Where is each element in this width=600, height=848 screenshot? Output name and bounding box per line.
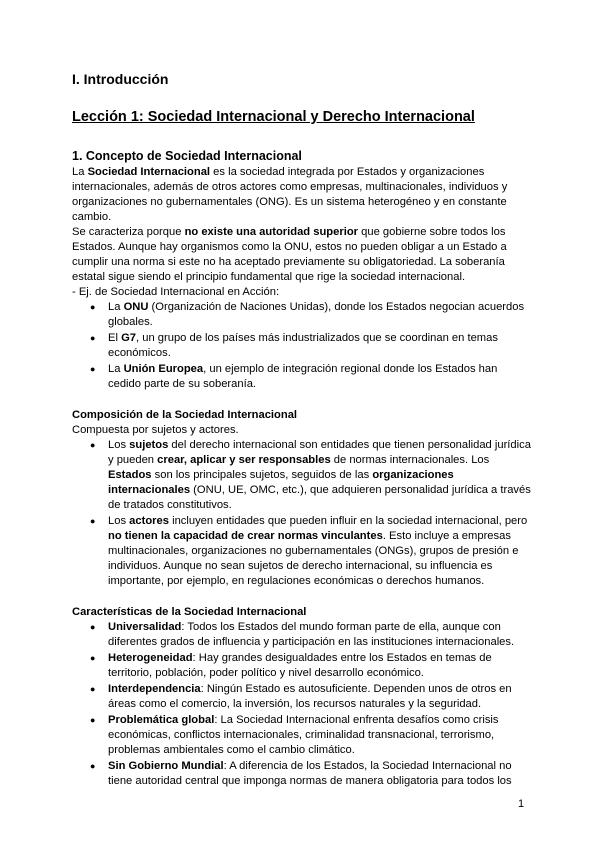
chapter-heading: I. Introducción [72,71,169,87]
composition-list [72,438,532,589]
paragraph-characteristic: Se caracteriza porque no existe una autoridad superior que gobierne sobre todos los Estados. Aunque hay organismos como la ONU, estos no pueden obligar a un Estado a cumplir una norma si este no ha aceptado previamente su obligatoriedad. La soberanía estatal sigue siendo el principio fundamental que rige la sociedad internacional. [72,226,507,283]
characteristics-title: Características de la Sociedad Internacional [72,606,307,618]
composition-title: Composición de la Sociedad Internacional [72,409,298,421]
list-item: ● Universalidad: Todos los Estados del mundo forman parte de ella, aunque con diferentes grados de influencia y participación en las instituciones internacionales. [72,620,532,650]
list-item: ● La Unión Europea, un ejemplo de integración regional donde los Estados han cedido parte de su soberanía. [72,362,532,392]
paragraph-examples-intro: - Ej. de Sociedad Internacional en Acción: [72,286,280,298]
characteristics-list [72,620,532,789]
examples-list [72,300,532,392]
list-item: ● Interdependencia: Ningún Estado es autosuficiente. Dependen unos de otros en áreas como el comercio, la inversión, los recursos naturales y la seguridad. [72,682,532,712]
list-item: ● Los actores incluyen entidades que pueden influir en la sociedad internacional, pero no tienen la capacidad de crear normas vinculantes. Esto incluye a empresas multinacionales, organizaciones no gubernamentales (ONGs), grupos de presión e individuos. Aunque no sean sujetos de derecho internacional, su influencia es importante, por ejemplo, en regulaciones económicas o derechos humanos. [72,514,532,589]
paragraph-definition: La Sociedad Internacional es la sociedad integrada por Estados y organizaciones internacionales, además de otros actores como empresas, multinacionales, individuos y organizaciones no gubernamentales (ONG). Es un sistema heterogéneo y en constante cambio. [72,166,508,223]
list-item: ● Sin Gobierno Mundial: A diferencia de los Estados, la Sociedad Internacional no tiene autoridad central que imponga normas de manera obligatoria para todos los [72,759,532,789]
page-number: 1 [518,798,525,810]
composition-intro: Compuesta por sujetos y actores. [72,424,239,436]
list-item: ● La ONU (Organización de Naciones Unidas), donde los Estados negocian acuerdos globales. [72,300,532,330]
list-item: ● Problemática global: La Sociedad Internacional enfrenta desafíos como crisis económicas, conflictos internacionales, criminalidad transnacional, terrorismo, problemas ambientales como el cambio climático. [72,713,532,758]
document-page [72,70,532,789]
section-title: 1. Concepto de Sociedad Internacional [72,149,302,163]
list-item: ● Los sujetos del derecho internacional son entidades que tienen personalidad jurídica y pueden crear, aplicar y ser responsables de normas internacionales. Los Estados son los principales sujetos, seguidos de las organizaciones internacionales (ONU, UE, OMC, etc.), que adquieren personalidad jurídica a través de tratados constitutivos. [72,438,532,513]
lesson-title: Lección 1: Sociedad Internacional y Derecho Internacional [72,109,475,125]
list-item: ● Heterogeneidad: Hay grandes desigualdades entre los Estados en temas de territorio, población, poder político y nivel desarrollo económico. [72,651,532,681]
list-item: ● El G7, un grupo de los países más industrializados que se coordinan en temas económicos. [72,331,532,361]
